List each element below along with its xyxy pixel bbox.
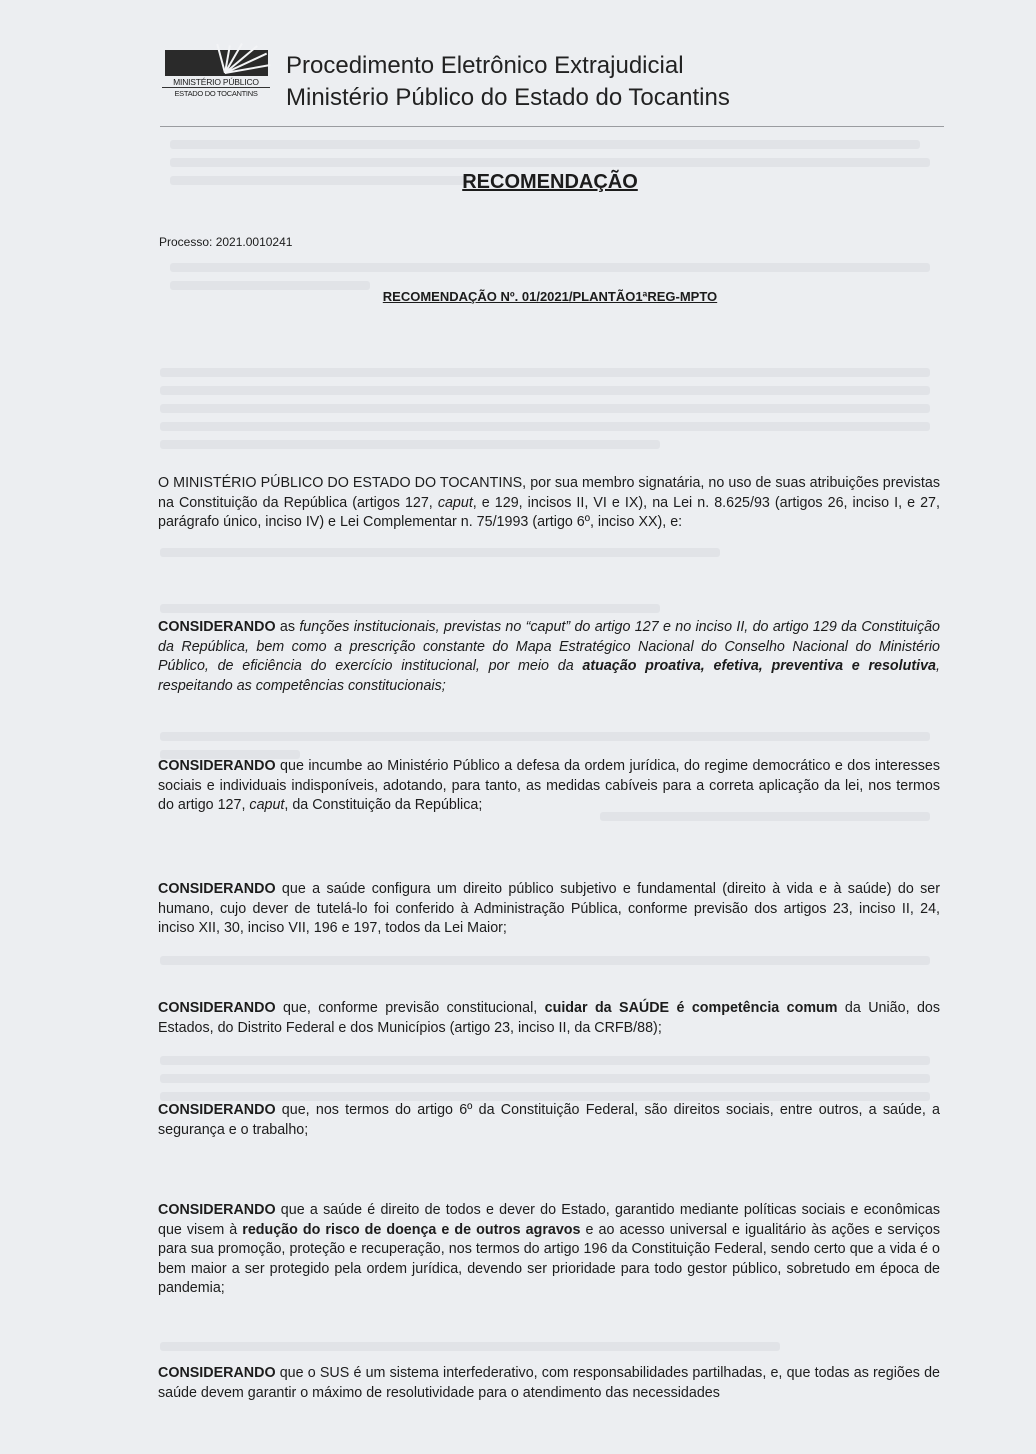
logo-line1: MINISTÉRIO PÚBLICO xyxy=(162,77,270,88)
header-divider xyxy=(160,126,944,127)
header-title xyxy=(286,50,730,114)
document-title: RECOMENDAÇÃO xyxy=(462,171,638,193)
logo-line2: ESTADO DO TOCANTINS xyxy=(174,89,258,98)
paragraph-considerando-6: CONSIDERANDO que a saúde é direito de todos e dever do Estado, garantido mediante políticas sociais e econômicas que visem à redução do risco de doença e de outros agravos e ao acesso universal e igualitário às ações e serviços para sua promoção, proteção e recuperação, nos termos do artigo 196 da Constituição Federal, sendo certo que a vida é o bem maior a ser protegido pela ordem jurídica, devendo ser prioridade para todo gestor público, sobretudo em época de pandemia; xyxy=(158,1202,940,1296)
paragraph-considerando-3: CONSIDERANDO que a saúde configura um direito público subjetivo e fundamental (direito à vida e à saúde) do ser humano, cujo dever de tutelá-lo foi conferido à Administração Pública, conforme previsão dos artigos 23, inciso II, 24, inciso XII, 30, inciso VII, 196 e 197, todos da Lei Maior; xyxy=(158,881,940,936)
paragraph-considerando-5: CONSIDERANDO que, nos termos do artigo 6º da Constituição Federal, são direitos sociais, entre outros, a saúde, a segurança e o trabalho; xyxy=(158,1102,940,1138)
mp-logo xyxy=(162,50,270,100)
header-title-line2: Ministério Público do Estado do Tocantins xyxy=(286,84,730,111)
paragraph-considerando-4: CONSIDERANDO que, conforme previsão constitucional, cuidar da SAÚDE é competência comum da União, dos Estados, do Distrito Federal e dos Municípios (artigo 23, inciso II, da CRFB/88); xyxy=(158,1000,940,1036)
recomendacao-number: RECOMENDAÇÃO Nº. 01/2021/PLANTÃO1ªREG-MPTO xyxy=(382,289,718,304)
paragraph-preamble: O MINISTÉRIO PÚBLICO DO ESTADO DO TOCANTINS, por sua membro signatária, no uso de suas atribuições previstas na Constituição da República (artigos 127, caput, e 129, incisos II, VI e IX), na Lei n. 8.625/93 (artigos 26, inciso I, e 27, parágrafo único, inciso IV) e Lei Complementar n. 75/1993 (artigo 6º, inciso XX), e: xyxy=(158,475,940,530)
paragraph-considerando-7: CONSIDERANDO que o SUS é um sistema interfederativo, com responsabilidades partilhadas, e, que todas as regiões de saúde devem garantir o máximo de resolutividade para o atendimento das necessidades xyxy=(158,1365,940,1401)
paragraph-considerando-2: CONSIDERANDO que incumbe ao Ministério Público a defesa da ordem jurídica, do regime democrático e dos interesses sociais e individuais indisponíveis, adotando, para tanto, as medidas cabíveis para a correta aplicação da lei, nos termos do artigo 127, caput, da Constituição da República; xyxy=(158,758,940,813)
processo-number: Processo: 2021.0010241 xyxy=(159,235,293,249)
paragraph-considerando-1: CONSIDERANDO as funções institucionais, previstas no “caput” do artigo 127 e no inciso II, do artigo 129 da Constituição da República, bem como a prescrição constante do Mapa Estratégico Nacional do Conselho Nacional do Ministério Público, de eficiência do exercício institucional, por meio da atuação proativa, efetiva, preventiva e resolutiva, respeitando as competências constitucionais; xyxy=(158,619,941,694)
sun-rays-icon xyxy=(165,50,268,76)
header-title-line1: Procedimento Eletrônico Extrajudicial xyxy=(286,52,684,79)
